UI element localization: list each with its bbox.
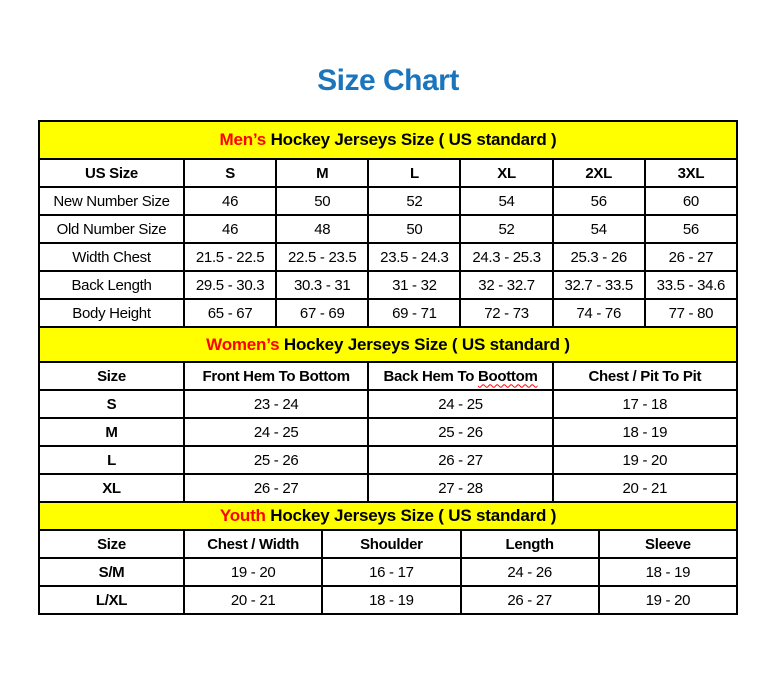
mens-section-header-row (39, 121, 737, 159)
size-value: 24.3 - 25.3 (460, 243, 552, 271)
table-row (39, 271, 737, 299)
mens-col-3xl: 3XL (645, 159, 737, 187)
size-value: 21.5 - 22.5 (184, 243, 276, 271)
size-value: 20 - 21 (553, 474, 737, 502)
table-row (39, 418, 737, 446)
mens-section-header (39, 121, 737, 159)
mens-column-header-row (39, 159, 737, 187)
size-value: 56 (645, 215, 737, 243)
size-value: 50 (276, 187, 368, 215)
womens-section-title: Hockey Jerseys Size ( US standard ) (279, 334, 570, 354)
size-value: 17 - 18 (553, 390, 737, 418)
size-value: 26 - 27 (184, 474, 368, 502)
size-value: 25 - 26 (368, 418, 552, 446)
size-value: 54 (460, 187, 552, 215)
size-value: 29.5 - 30.3 (184, 271, 276, 299)
youth-col-shoulder: Shoulder (322, 530, 460, 558)
womens-section-header (39, 327, 737, 362)
row-label: L (39, 446, 184, 474)
youth-col-chest-width: Chest / Width (184, 530, 322, 558)
row-label: New Number Size (39, 187, 184, 215)
size-value: 24 - 26 (461, 558, 599, 586)
size-value: 19 - 20 (599, 586, 737, 614)
womens-column-header-row (39, 362, 737, 390)
size-value: 48 (276, 215, 368, 243)
size-value: 33.5 - 34.6 (645, 271, 737, 299)
row-label: Width Chest (39, 243, 184, 271)
size-value: 56 (553, 187, 645, 215)
mens-col-s: S (184, 159, 276, 187)
youth-table-body (39, 558, 737, 614)
size-value: 72 - 73 (460, 299, 552, 327)
size-value: 69 - 71 (368, 299, 460, 327)
size-value: 18 - 19 (322, 586, 460, 614)
youth-section-title: Hockey Jerseys Size ( US standard ) (265, 506, 557, 525)
row-label: M (39, 418, 184, 446)
youth-col-size: Size (39, 530, 184, 558)
youth-column-header-row (39, 530, 737, 558)
size-value: 20 - 21 (184, 586, 322, 614)
table-row (39, 474, 737, 502)
table-row (39, 390, 737, 418)
womens-col-size: Size (39, 362, 184, 390)
table-row (39, 586, 737, 614)
size-value: 52 (368, 187, 460, 215)
size-value: 54 (553, 215, 645, 243)
size-value: 74 - 76 (553, 299, 645, 327)
size-value: 18 - 19 (599, 558, 737, 586)
mens-col-2xl: 2XL (553, 159, 645, 187)
size-chart (38, 120, 738, 615)
row-label: Back Length (39, 271, 184, 299)
size-value: 32.7 - 33.5 (553, 271, 645, 299)
size-value: 77 - 80 (645, 299, 737, 327)
womens-section-highlight: Women’s (206, 334, 280, 354)
size-value: 60 (645, 187, 737, 215)
womens-size-table (38, 326, 738, 503)
size-value: 19 - 20 (553, 446, 737, 474)
mens-size-table (38, 120, 738, 328)
mens-section-highlight: Men’s (219, 130, 267, 149)
size-value: 23.5 - 24.3 (368, 243, 460, 271)
row-label: Old Number Size (39, 215, 184, 243)
youth-size-table (38, 501, 738, 615)
back-hem-prefix: Back Hem To (383, 367, 478, 385)
size-value: 24 - 25 (368, 390, 552, 418)
size-value: 65 - 67 (184, 299, 276, 327)
row-label: XL (39, 474, 184, 502)
youth-section-header-row (39, 502, 737, 530)
row-label: S/M (39, 558, 184, 586)
size-value: 50 (368, 215, 460, 243)
table-row (39, 446, 737, 474)
size-value: 24 - 25 (184, 418, 368, 446)
mens-table-body (39, 187, 737, 327)
size-value: 22.5 - 23.5 (276, 243, 368, 271)
table-row (39, 299, 737, 327)
table-row (39, 558, 737, 586)
womens-col-front-hem: Front Hem To Bottom (184, 362, 368, 390)
size-value: 18 - 19 (553, 418, 737, 446)
size-value: 26 - 27 (645, 243, 737, 271)
size-value: 30.3 - 31 (276, 271, 368, 299)
size-value: 52 (460, 215, 552, 243)
size-value: 32 - 32.7 (460, 271, 552, 299)
size-value: 23 - 24 (184, 390, 368, 418)
size-value: 19 - 20 (184, 558, 322, 586)
table-row (39, 187, 737, 215)
size-value: 67 - 69 (276, 299, 368, 327)
page-title: Size Chart (317, 64, 459, 97)
mens-col-l: L (368, 159, 460, 187)
size-value: 26 - 27 (461, 586, 599, 614)
womens-table-body (39, 390, 737, 502)
table-row (39, 215, 737, 243)
row-label: S (39, 390, 184, 418)
size-value: 25.3 - 26 (553, 243, 645, 271)
womens-col-chest: Chest / Pit To Pit (553, 362, 737, 390)
size-value: 31 - 32 (368, 271, 460, 299)
womens-col-back-hem (368, 362, 552, 390)
back-hem-misspelled-word: Boottom (477, 367, 538, 385)
size-value: 46 (184, 187, 276, 215)
size-value: 26 - 27 (368, 446, 552, 474)
youth-section-header (39, 502, 737, 530)
mens-col-us-size: US Size (39, 159, 184, 187)
womens-section-header-row (39, 327, 737, 362)
youth-col-length: Length (461, 530, 599, 558)
youth-section-highlight: Youth (219, 506, 266, 525)
mens-col-m: M (276, 159, 368, 187)
row-label: L/XL (39, 586, 184, 614)
mens-section-title: Hockey Jerseys Size ( US standard ) (266, 130, 557, 149)
size-value: 16 - 17 (322, 558, 460, 586)
size-value: 46 (184, 215, 276, 243)
table-row (39, 243, 737, 271)
size-value: 27 - 28 (368, 474, 552, 502)
youth-col-sleeve: Sleeve (599, 530, 737, 558)
mens-col-xl: XL (460, 159, 552, 187)
row-label: Body Height (39, 299, 184, 327)
size-value: 25 - 26 (184, 446, 368, 474)
